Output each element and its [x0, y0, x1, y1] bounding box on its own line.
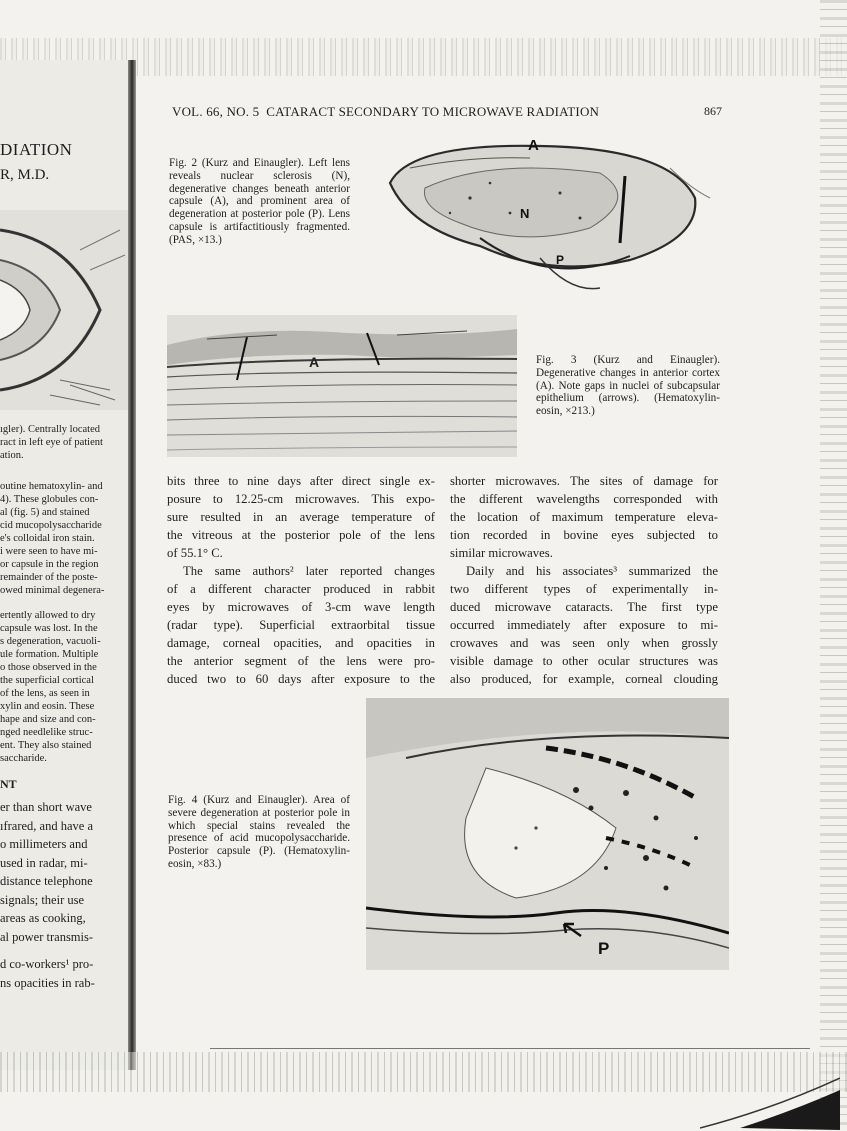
facing-page-eye-figure	[0, 210, 128, 410]
running-head	[172, 104, 599, 120]
facing-page-section-heading: NT	[0, 777, 17, 791]
page-bottom-rule	[210, 1048, 810, 1049]
fig2-label-p: P	[556, 253, 565, 267]
fig3-label-a: A	[309, 354, 320, 370]
facing-page-caption: ıgler). Centrally located ract in left eye of patient ation.	[0, 424, 103, 461]
fig2-label-a: A	[528, 137, 539, 154]
paragraph: The same authors² later reported changes of a different character produced in rabbit eyes by microwaves of 3-cm wave length (radar type). Superficial extraorbital tissue damage, corneal opacities, and opacities in the anterior segment of the lens were pro- duced two to 60 days after exposure to the	[167, 564, 435, 686]
fig2-lens-micrograph	[370, 128, 715, 298]
facing-page-text-block-4: d co-workers¹ pro- ns opacities in rab-	[0, 957, 95, 990]
fig3-cortex-micrograph	[167, 315, 517, 457]
body-column-right	[450, 472, 718, 688]
facing-page-text-block-1: outine hematoxylin- and 4). These globules con- al (fig. 5) and stained cid mucopolysaccharide e's colloidal iron stain. i were seen to have mi- or capsule in the region remainder of the poste- owed minimal degenera-	[0, 481, 105, 596]
fig4-label-p: P	[598, 939, 610, 958]
page-corner-curl	[700, 1070, 840, 1130]
book-gutter	[128, 60, 136, 1070]
body-column-left	[167, 472, 435, 688]
journal-volume: VOL. 66, NO. 5	[172, 104, 260, 119]
paragraph: shorter microwaves. The sites of damage for the different wavelengths corresponded with the location of maximum temperature eleva- tion recorded in bovine eyes subjected to similar microwaves.	[450, 474, 718, 560]
fig4-posterior-pole-micrograph	[366, 698, 729, 970]
paragraph: Daily and his associates³ summarized the two different types of experimentally in- duced microwave cataracts. The first type occurred immediately after exposure to mi- crowaves and was seen only when grossly visible damage to other ocular structures was also produced, for example, corneal clouding	[450, 564, 718, 686]
facing-page-text-block-2: ertently allowed to dry capsule was lost. In the s degeneration, vacuoli- ule formation. Multiple o those observed in the the superficial cortical of the lens, as seen in xylin and eosin. These hape and size and con- nged needlelike struc- ent. They also stained saccharide.	[0, 610, 101, 764]
fig2-caption: Fig. 2 (Kurz and Einaugler). Left lens reveals nuclear sclerosis (N), degenerative changes beneath anterior capsule (A), and prominent area of degeneration at posterior pole (P). Lens capsule is artifactitiously fragmented. (PAS, ×13.)	[169, 157, 350, 246]
paragraph: bits three to nine days after direct single ex- posure to 12.25-cm microwaves. This expo- sure resulted in an average temperature of the vitreous at the posterior pole of the lens of 55.1° C.	[167, 474, 435, 560]
scan-noise-right-edge	[820, 0, 847, 1131]
fig4-caption: Fig. 4 (Kurz and Einaugler). Area of severe degeneration at posterior pole in which special stains revealed the presence of acid mucopolysaccharide. Posterior capsule (P). (Hematoxylin-eosin, ×83.)	[168, 794, 350, 870]
facing-page-heading: DIATION	[0, 140, 73, 159]
article-title: CATARACT SECONDARY TO MICROWAVE RADIATION	[266, 104, 600, 119]
facing-page-text-block-3: er than short wave ıfrared, and have a o millimeters and used in radar, mi- distance telephone signals; their use areas as cooking, al power transmis-	[0, 800, 94, 944]
fig2-label-n: N	[520, 206, 530, 221]
page-number: 867	[704, 104, 722, 118]
fig3-caption: Fig. 3 (Kurz and Einaugler). Degenerative changes in anterior cortex (A). Note gaps in nuclei of subcapsular epithelium (arrows). (Hematoxylin-eosin, ×213.)	[536, 354, 720, 418]
facing-page-author: R, M.D.	[0, 167, 50, 183]
